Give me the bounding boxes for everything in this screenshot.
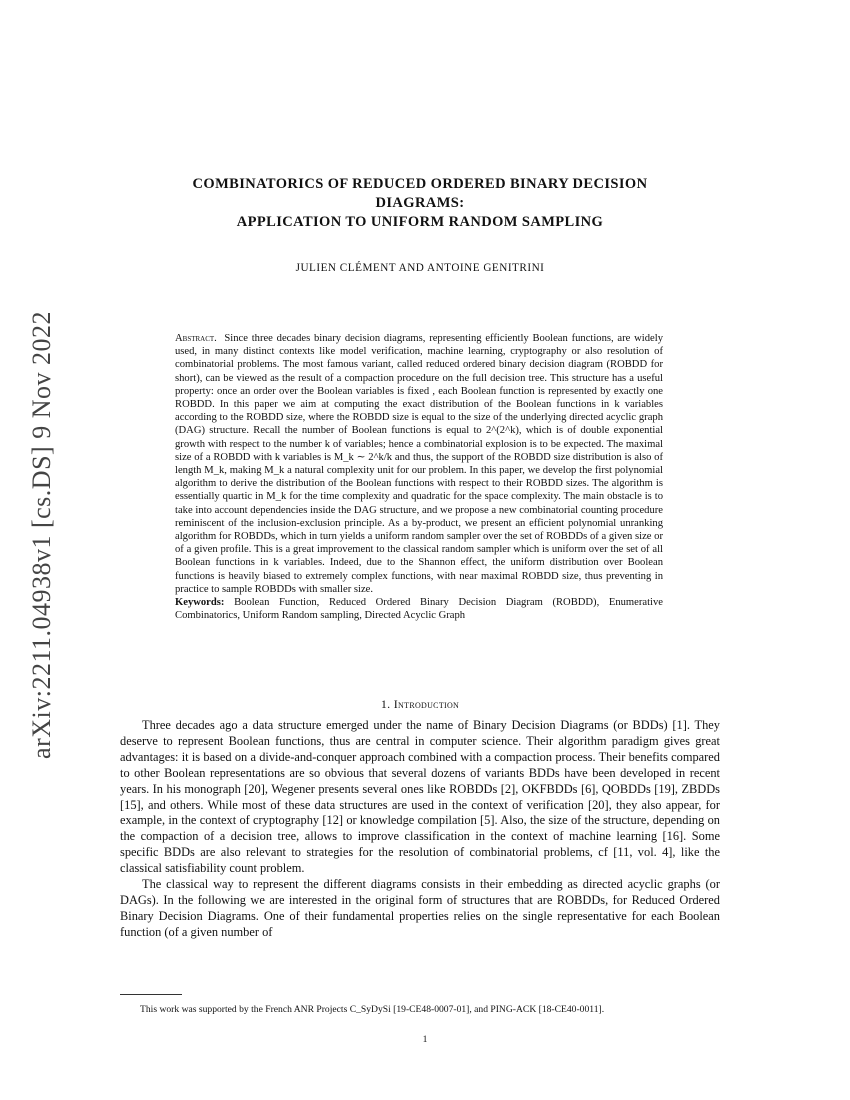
authors: JULIEN CLÉMENT AND ANTOINE GENITRINI (295, 262, 545, 274)
keywords (175, 596, 663, 622)
arxiv-stamp (18, 295, 66, 775)
paragraph-2: The classical way to represent the different diagrams consists in their embedding as directed acyclic graphs (or DAGs). In the following we are interested in the original form of structures that are ROBDDs, for Reduced Ordered Binary Decision Diagrams. One of their fundamental properties relies on the single representative for each Boolean function (of a given number of (120, 877, 720, 939)
keywords-text: Boolean Function, Reduced Ordered Binary Decision Diagram (ROBDD), Enumerative Combinatorics, Uniform Random sampling, Directed Acyclic Graph (175, 597, 663, 622)
footnote-rule (120, 994, 182, 995)
arxiv-stamp-text: arXiv:2211.04938v1 [cs.DS] 9 Nov 2022 (27, 311, 56, 759)
title-line-3: APPLICATION TO UNIFORM RANDOM SAMPLING (236, 214, 604, 230)
section-heading-introduction: 1. Introduction (380, 697, 460, 711)
abstract (175, 332, 663, 622)
footnote: This work was supported by the French ANR Projects C_SyDySi [19-CE48-0007-01], and PING-ACK [18-CE40-0011]. (140, 1004, 605, 1015)
title-line-1: COMBINATORICS OF REDUCED ORDERED BINARY DECISION (192, 176, 648, 192)
page-number: 1 (422, 1034, 428, 1045)
abstract-body (175, 332, 663, 596)
paragraph-1: Three decades ago a data structure emerged under the name of Binary Decision Diagrams (or BDDs) [1]. They deserve to represent Boolean functions, thus are central in computer science. Their algorithm paradigm gives great advantages: it is based on a divide-and-conquer approach combined with a compaction process. Their benefits compared to other Boolean representations are so obvious that several dozens of variants BDDs have been developed in recent years. In his monograph [20], Wegener presents several ones like ROBDDs [2], OKFBDDs [6], QOBDDs [19], ZBDDs [15], and others. While most of these data structures are used in the context of verification [20], they also appear, for example, in the context of cryptography [12] or knowledge compilation [5]. Also, the size of the structure, depending on the compaction of a decision tree, allows to improve classification in the context of machine learning [16]. Some specific BDDs are also relevant to strategies for the resolution of combinatorial problems, cf [11, vol. 4], like the classical satisfiability count problem. (120, 718, 720, 876)
paper-title (120, 175, 720, 232)
introduction-body (120, 718, 720, 941)
keywords-label: Keywords: (175, 597, 225, 609)
title-line-2: DIAGRAMS: (375, 195, 465, 211)
abstract-text: Since three decades binary decision diagrams, representing efficiently Boolean functions, are widely used, in many distinct contexts like model verification, machine learning, cryptography or also resolution of combinatorial problems. The most famous variant, called reduced ordered binary decision diagram (ROBDD for short), can be viewed as the result of a compaction procedure on the full decision tree. This structure has a useful property: once an order over the Boolean variables is fixed , each Boolean function is represented by exactly one ROBDD. In this paper we aim at computing the exact distribution of the Boolean functions in k variables according to the ROBDD size, where the ROBDD size is equal to the size of the underlying directed acyclic graph (DAG) structure. Recall the number of Boolean functions is equal to 2^(2^k), which is of double exponential growth with respect to the number k of variables; hence a combinatorial explosion is to be expected. The maximal size of a ROBDD with k variables is M_k ∼ 2^k/k and thus, the support of the ROBDD size distribution is also of length M_k, making M_k a natural complexity unit for our problem. In this paper, we develop the first polynomial algorithm to derive the distribution of the Boolean functions with respect to their ROBDD sizes. The algorithm is essentially quartic in M_k for the time complexity and quadratic for the space complexity. The main obstacle is to take into account dependencies inside the DAG structure, and we propose a new combinatorial counting procedure reminiscent of the inclusion-exclusion principle. As a by-product, we present an efficient polynomial unranking algorithm for ROBDDs, which in turn yields a uniform random sampler over the set of ROBDDs of a given size or of a given profile. This is a great improvement to the classical random sampler which is uniform over the set of all Boolean functions in k variables. Indeed, due to the Shannon effect, the uniform distribution over Boolean functions is heavily biased to extremely complex functions, with near maximal ROBDD size, thus preventing in practice to sample ROBDDs with smaller size. (175, 333, 663, 595)
abstract-heading: Abstract. (175, 333, 217, 344)
